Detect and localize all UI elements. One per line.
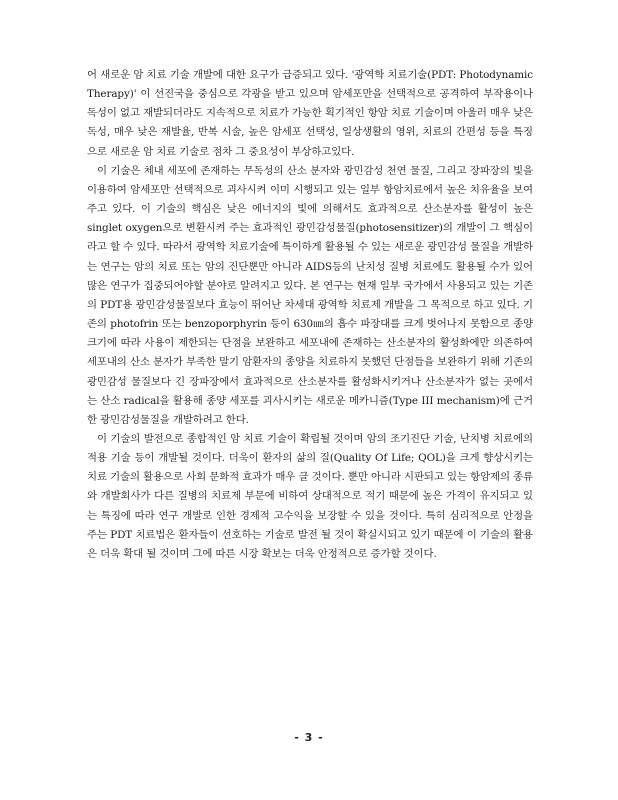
body-text: [87, 66, 533, 564]
page-number: - 3 -: [294, 731, 324, 744]
paragraph-3: 이 기술의 발전으로 종합적인 암 치료 기술이 확립될 것이며 암의 조기진단 기술, 난치병 치료에의 적용 기술 등이 개발될 것이다. 더욱이 환자의 삶의 질(Quality Of Life; QOL)을 크게 향상시키는 치료 기술의 활용으로 사회 문화적 효과가 매우 클 것이다. 뿐만 아니라 시판되고 있는 항암제의 종류와 개발회사가 다른 질병의 치료제 부문에 비하여 상대적으로 적기 때문에 높은 가격이 유지되고 있는 특징에 따라 연구 개발로 인한 경제적 고수익을 보장할 수 있을 것이다. 특히 심리적으로 안정을 주는 PDT 치료법은 환자들이 선호하는 기술로 발전 될 것이 확실시되고 있기 때문에 이 기술의 활용은 더욱 확대 될 것이며 그에 따른 시장 확보는 더욱 안정적으로 증가할 것이다.: [87, 432, 533, 560]
paragraph-1: 어 새로운 암 치료 기술 개발에 대한 요구가 급증되고 있다. '광역학 치료기술(PDT: Photodynamic Therapy)' 이 선진국을 중심으로 각광을 받고 있으며 암세포만을 선택적으로 공격하여 부작용이나 독성이 없고 재발되더라도 지속적으로 치료가 가능한 획기적인 항암 치료 기술이며 아울러 매우 낮은 독성, 매우 낮은 재발율, 반복 시술, 높은 암세포 선택성, 일상생활의 영위, 치료의 간편성 등을 특징으로 새로운 암 치료 기술로 점차 그 중요성이 부상하고있다.: [87, 69, 533, 158]
paragraph-2: 이 기술은 체내 세포에 존재하는 무독성의 산소 분자와 광민감성 천연 물질, 그리고 장파장의 빛을 이용하여 암세포만 선택적으로 괴사시켜 이미 시행되고 있는 일부 항암치료에서 높은 치유율을 보여주고 있다. 이 기술의 핵심은 낮은 에너지의 빛에 의해서도 효과적으로 산소분자를 활성이 높은 singlet oxygen으로 변환시켜 주는 효과적인 광민감성물질(photosensitizer)의 개발이 그 핵심이라고 할 수 있다. 따라서 광역학 치료기술에 특이하게 활용될 수 있는 새로운 광민감성 물질을 개발하는 연구는 암의 치료 또는 암의 진단뿐만 아니라 AIDS등의 난치성 질병 치료에도 활용될 수가 있어 많은 연구가 집중되어야할 분야로 알려지고 있다. 본 연구는 현재 일부 국가에서 사용되고 있는 기존의 PDT용 광민감성물질보다 효능이 뛰어난 차세대 광역학 치료제 개발을 그 목적으로 하고 있다. 기존의 photofrin 또는 benzoporphyrin 등이 630㎚의 흡수 파장대를 크게 벗어나지 못함으로 종양 크기에 따라 사용이 제한되는 단점을 보완하고 세포내에 존재하는 산소분자의 활성화에만 의존하여 세포내의 산소 분자가 부족한 말기 암환자의 종양을 치료하지 못했던 단점들을 보완하기 위해 기존의 광민감성 물질보다 긴 장파장에서 효과적으로 산소분자를 활성화시키거나 산소분자가 없는 곳에서는 산소 radical을 활용해 종양 세포를 괴사시키는 새로운 메카니즘(Type III mechanism)에 근거한 광민감성물질을 개발하려고 한다.: [87, 164, 533, 426]
